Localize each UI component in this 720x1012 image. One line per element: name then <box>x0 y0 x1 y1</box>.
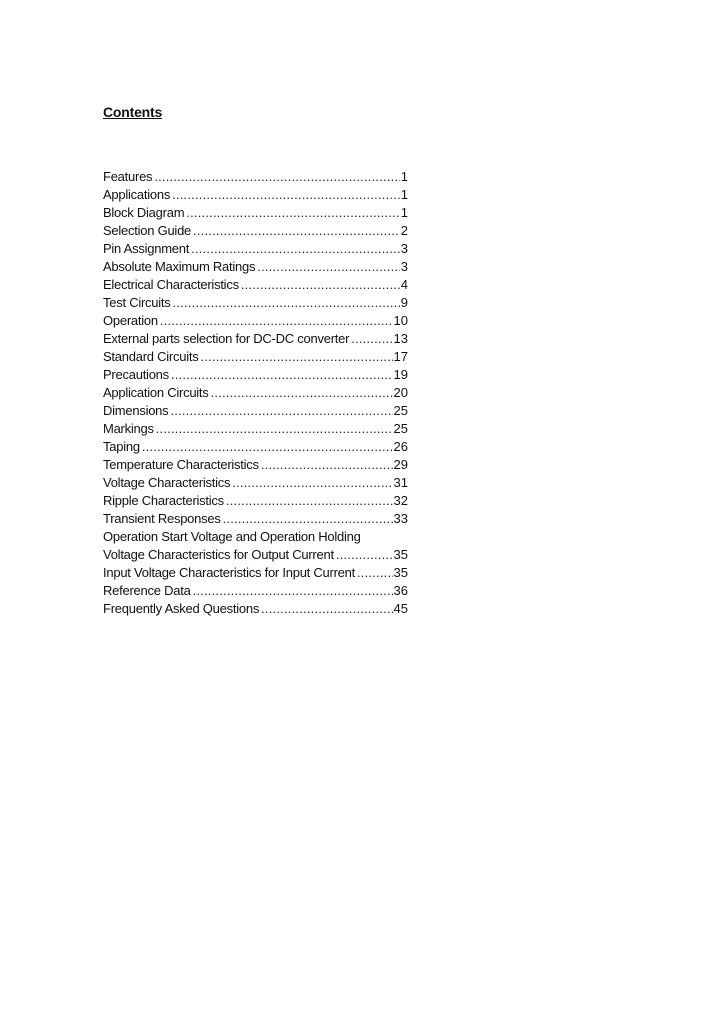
toc-entry-precautions: Precautions ..... 19 <box>103 366 408 384</box>
contents-heading: Contents <box>103 104 163 120</box>
toc-entry-reference-data: Reference Data ..... 36 <box>103 582 408 600</box>
toc-entry-operation-start-voltage-line2: Voltage Characteristics for Output Current ..... 35 <box>103 546 408 564</box>
toc-entry-frequently-asked-questions: Frequently Asked Questions ..... 45 <box>103 600 408 618</box>
toc-entry-input-voltage-characteristics: Input Voltage Characteristics for Input Current ..... 35 <box>103 564 408 582</box>
toc-entry-voltage-characteristics: Voltage Characteristics ..... 31 <box>103 474 408 492</box>
toc-entry-ripple-characteristics: Ripple Characteristics ..... 32 <box>103 492 408 510</box>
toc-entry-operation-start-voltage-line1: Operation Start Voltage and Operation Holding <box>103 529 361 544</box>
toc-entry-markings: Markings ..... 25 <box>103 420 408 438</box>
toc-entry-applications: Applications ..... 1 <box>103 186 408 204</box>
toc-entry-selection-guide: Selection Guide ..... 2 <box>103 222 408 240</box>
toc-entry-taping: Taping ..... 26 <box>103 438 408 456</box>
toc-entry-temperature-characteristics: Temperature Characteristics ..... 29 <box>103 456 408 474</box>
toc-entry-transient-responses: Transient Responses ..... 33 <box>103 510 408 528</box>
toc-entry-pin-assignment: Pin Assignment ..... 3 <box>103 240 408 258</box>
toc-entry-test-circuits: Test Circuits ..... 9 <box>103 294 408 312</box>
toc-entry-external-parts-selection: External parts selection for DC-DC converter ..... 13 <box>103 330 408 348</box>
toc-entry-application-circuits: Application Circuits ..... 20 <box>103 384 408 402</box>
toc-entry-features: Features ..... 1 <box>103 168 408 186</box>
toc-entry-standard-circuits: Standard Circuits ..... 17 <box>103 348 408 366</box>
table-of-contents <box>103 168 408 618</box>
toc-entry-block-diagram: Block Diagram ..... 1 <box>103 204 408 222</box>
toc-entry-electrical-characteristics: Electrical Characteristics ..... 4 <box>103 276 408 294</box>
toc-entry-dimensions: Dimensions ..... 25 <box>103 402 408 420</box>
toc-entry-absolute-maximum-ratings: Absolute Maximum Ratings ..... 3 <box>103 258 408 276</box>
toc-entry-operation: Operation ..... 10 <box>103 312 408 330</box>
